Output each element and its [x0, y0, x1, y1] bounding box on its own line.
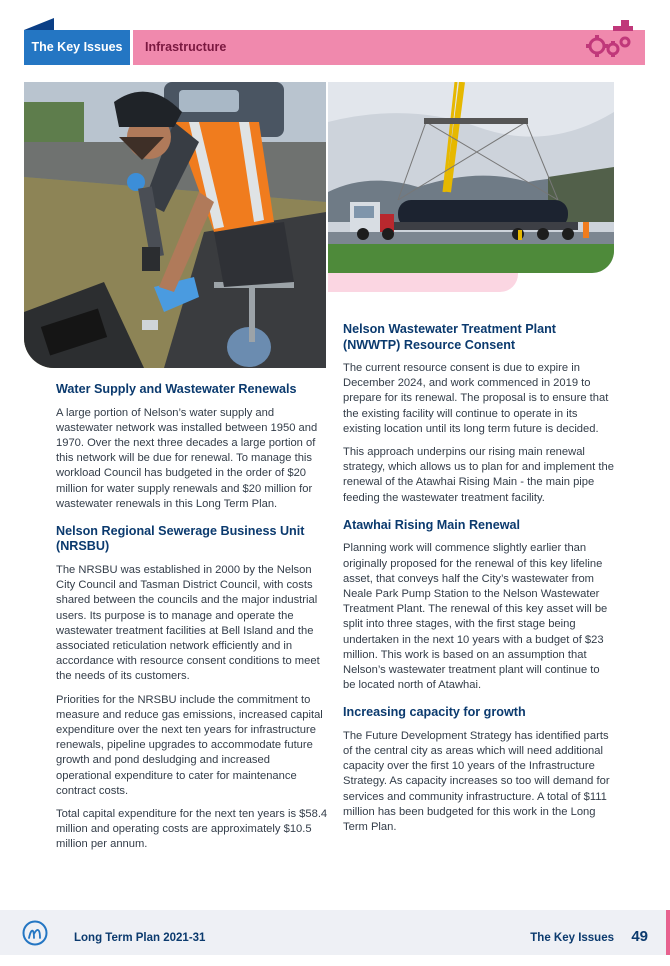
body-paragraph: Priorities for the NRSBU include the commitment to measure and reduce gas emissions, increased capital expenditure over the next ten years for infrastructure renewals, pipeline upgrades to accommodate future growth and pond desludging and increased operational expenditure to cater for maintenance contract costs.	[56, 693, 323, 797]
body-paragraph: A large portion of Nelson’s water supply and wastewater network was installed between 1950 and 1970. Over the next three decades a large portion of this network will be due for renewal. To manage this workload Council has budgeted in the order of $20 million for water supply renewals and $20 million for wastewater renewals in this Long Term Plan.	[56, 406, 318, 510]
page-footer	[0, 910, 670, 955]
section-heading: Increasing capacity for growth	[343, 705, 526, 720]
body-paragraph: The NRSBU was established in 2000 by the Nelson City Council and Tasman District Council, with costs shared between the councils and the major industrial users. Its purpose is to manage and operate the wastewater treatment facilities at Bell Island and the associated reticulation network efficiently and in accordance with resource consent conditions to meet the needs of its customers.	[56, 563, 320, 683]
right-column	[343, 322, 615, 847]
section-heading: Water Supply and Wastewater Renewals	[56, 382, 297, 396]
nrsbu-section	[56, 524, 328, 853]
section-label: Infrastructure	[145, 40, 227, 54]
section-tab: The Key Issues	[24, 30, 130, 65]
nelson-n-logo-icon	[22, 920, 48, 946]
section-heading: Nelson Regional Sewerage Business Unit (NRSBU)	[56, 523, 305, 554]
header-tab-flag	[24, 18, 54, 30]
worker-photo	[24, 82, 326, 368]
gears-icon	[583, 20, 635, 68]
header-band	[133, 30, 645, 65]
nwwtp-section	[343, 322, 615, 506]
body-paragraph: The Future Development Strategy has identified parts of the central city as areas which will need additional capacity over the first 10 years of the Infrastructure Strategy. As capacity increases so too will demand for services and community infrastructure. A total of $111 million has been budgeted for this work in the Long Term Plan.	[343, 729, 610, 834]
body-paragraph: Planning work will commence slightly earlier than originally proposed for the renewal of this key lifeline asset, that conveys half the City’s wastewater from Neale Park Pump Station to the Nelson Wastewater Treatment Plant. The renewal of this key asset will be split into three stages, with the first stage being undertaken in the next 10 years with a budget of $23 million. This work is based on an assumption that Nelson’s wastewater treatment plant will continue to be located north of Atawhai.	[343, 542, 608, 692]
body-paragraph: The current resource consent is due to expire in December 2024, and work commenced in 2019 to prepare for its renewal. The proposal is to ensure that the existing facility will continue to operate in its existing location until its long term future is decided.	[343, 362, 609, 435]
section-heading: Nelson Wastewater Treatment Plant (NWWTP) Resource Consent	[343, 322, 556, 352]
crane-photo	[328, 82, 614, 273]
body-paragraph: This approach underpins our rising main renewal strategy, which allows us to plan for and implement the renewal of the Atawhai Rising Main - the main pipe feeding the wastewater treatment facility.	[343, 446, 614, 504]
water-supply-section	[56, 382, 328, 512]
body-paragraph: Total capital expenditure for the next ten years is $58.4 million and operating costs are approximately $10.5 million per annum.	[56, 807, 328, 851]
section-heading: Atawhai Rising Main Renewal	[343, 517, 521, 532]
atawhai-section	[343, 518, 615, 694]
worker-photo-illustration	[24, 82, 326, 368]
footer-section-title: The Key Issues	[530, 932, 614, 944]
capacity-growth-section	[343, 705, 615, 835]
page-number: 49	[631, 928, 648, 945]
left-column	[56, 382, 328, 865]
crane-photo-illustration	[328, 82, 614, 273]
document-title: Long Term Plan 2021-31	[74, 932, 206, 944]
footer-accent-bar	[666, 910, 670, 955]
